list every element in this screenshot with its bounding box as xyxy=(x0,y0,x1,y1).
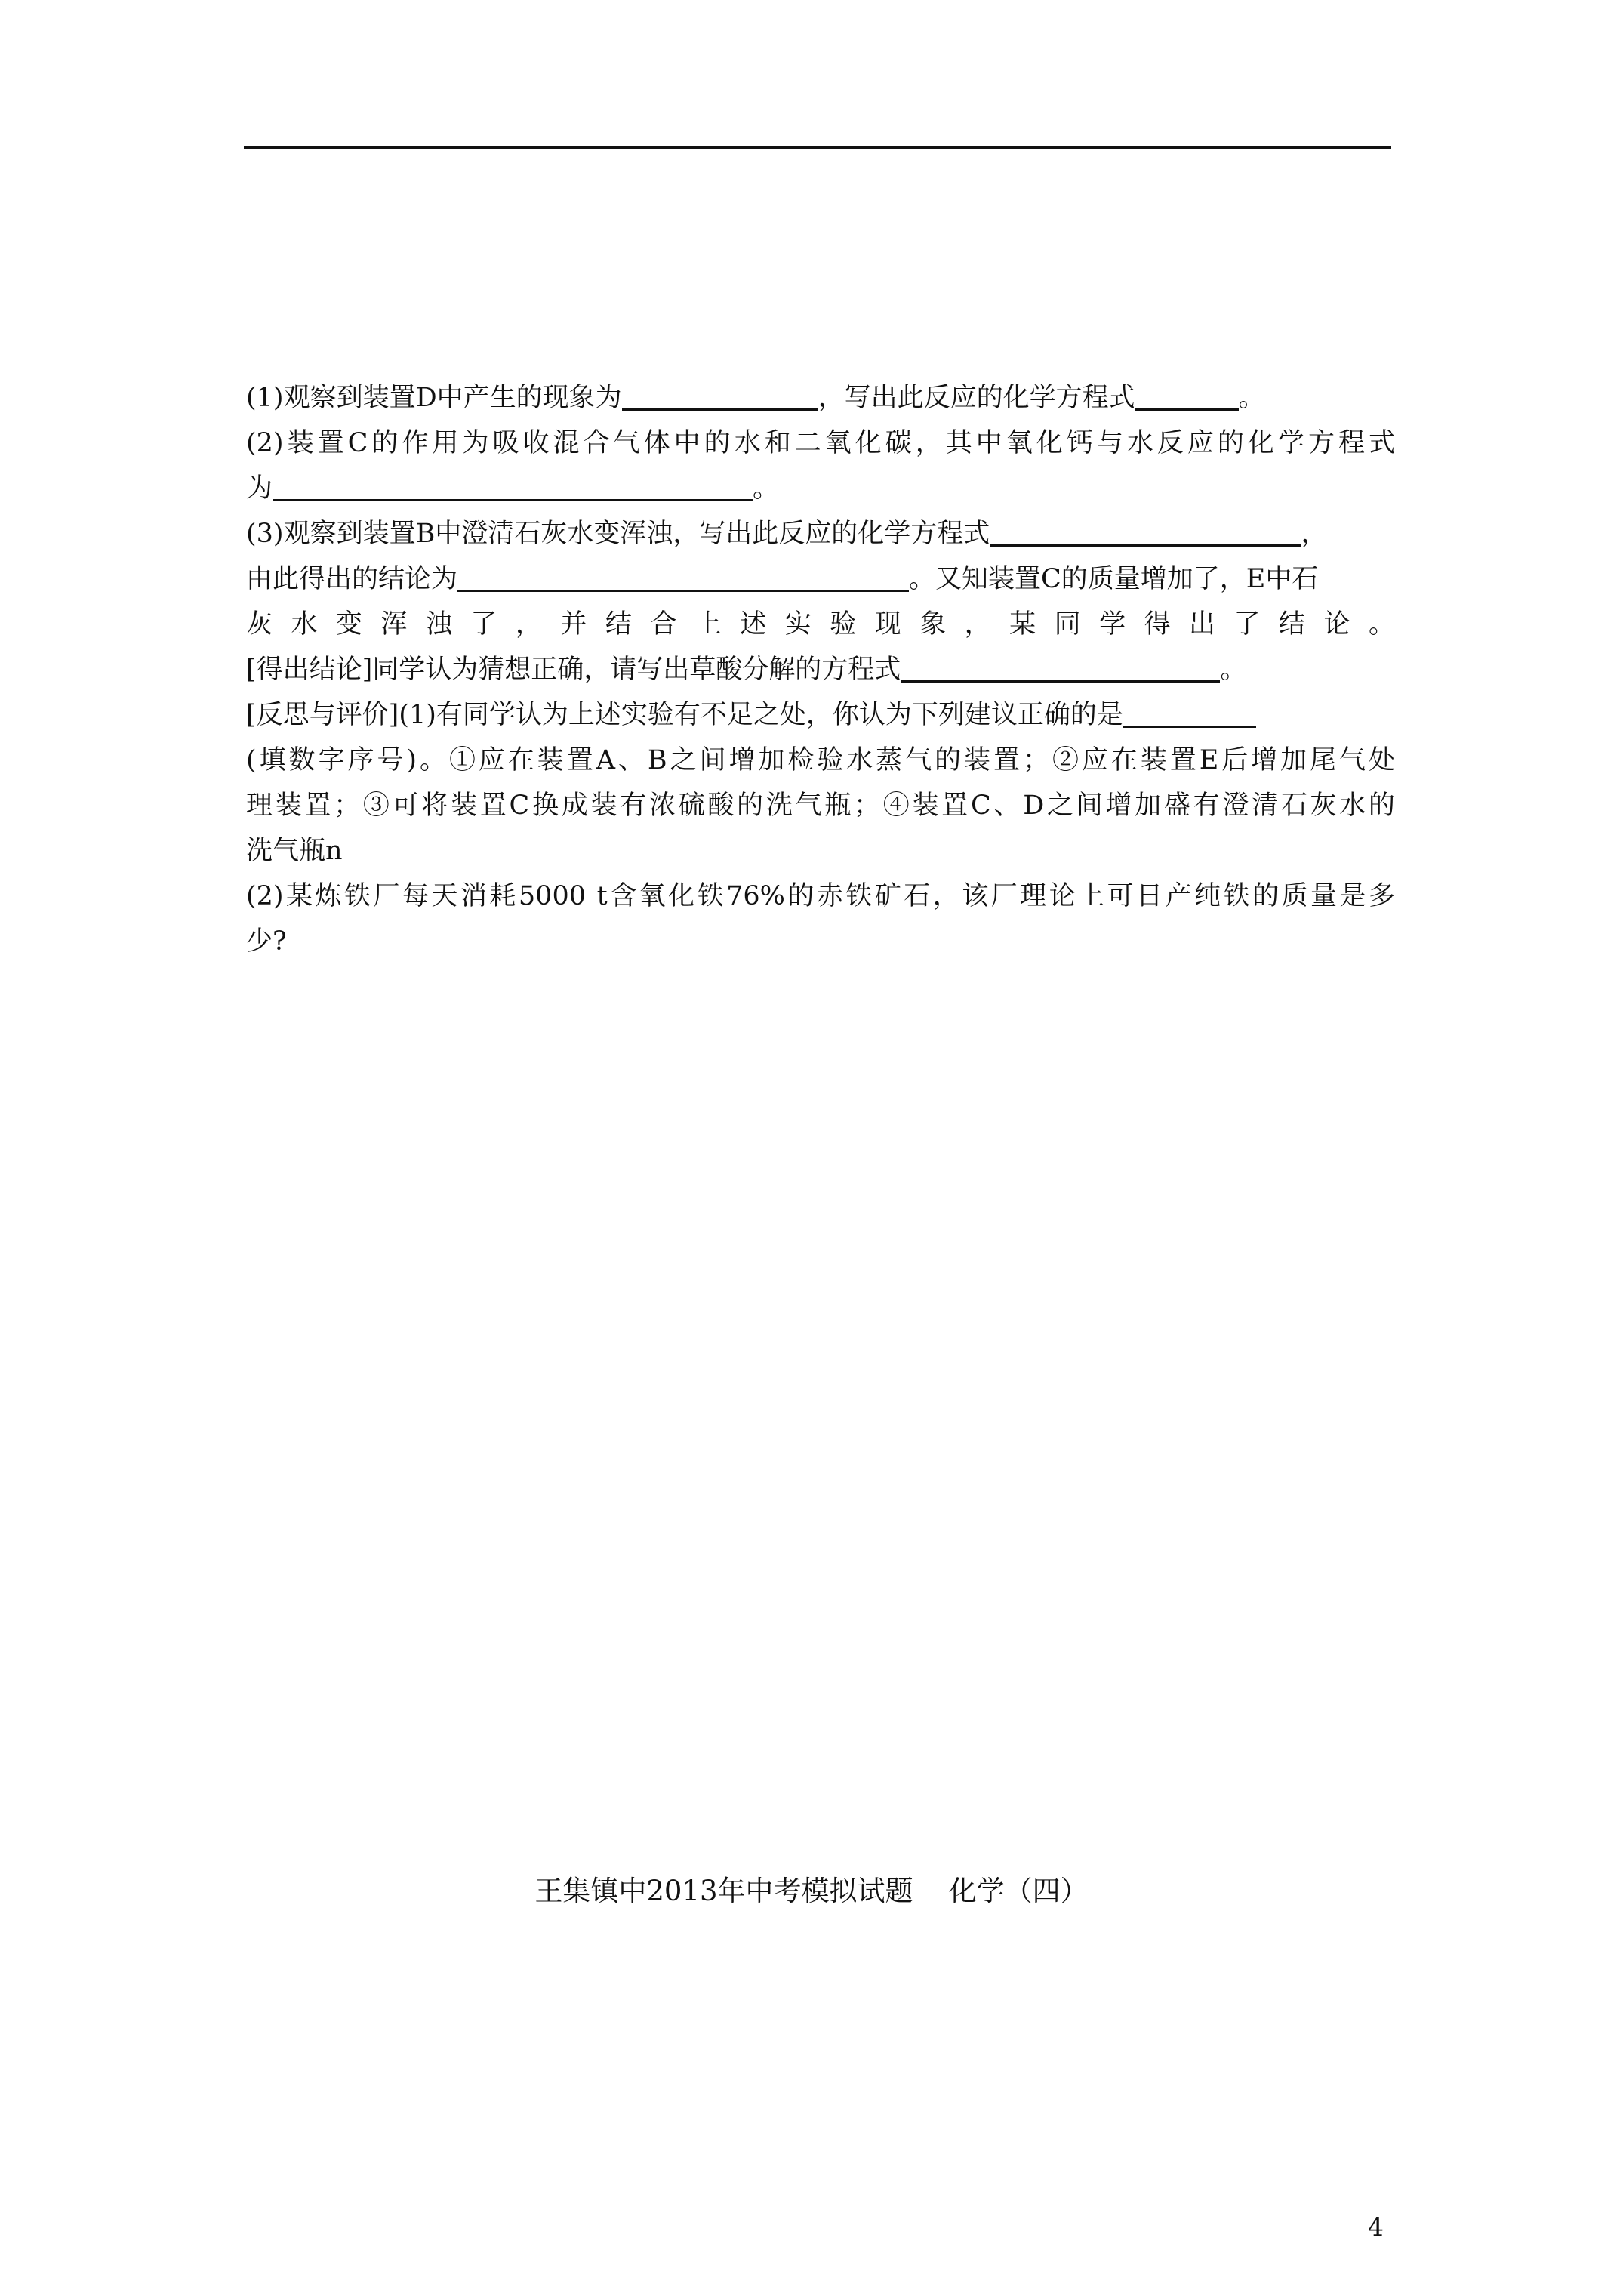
answer-blank[interactable] xyxy=(990,519,1301,547)
answer-blank[interactable] xyxy=(1123,700,1256,728)
question-3-text-d: 。又知装置C的质量增加了，E中石 xyxy=(909,564,1319,594)
reflection-text-d: 洗气瓶n xyxy=(246,836,343,866)
question-2-text-c: 。 xyxy=(753,473,780,504)
question-1-text-c: 。 xyxy=(1238,383,1265,413)
question-2-line-2 xyxy=(246,466,1395,511)
answer-blank[interactable] xyxy=(901,655,1220,683)
question-content xyxy=(246,375,1395,964)
question-3-line-1 xyxy=(246,511,1395,556)
reflection-text-b: (填数字序号)。①应在装置A、B之间增加检验水蒸气的装置；②应在装置E后增加尾气处 xyxy=(246,745,1395,775)
question-1-text-b: ，写出此反应的化学方程式 xyxy=(818,383,1135,413)
header-rule xyxy=(244,146,1391,149)
reflection-line-3 xyxy=(246,783,1395,828)
reflection-line-1 xyxy=(246,692,1395,738)
answer-blank[interactable] xyxy=(273,473,753,501)
page-number: 4 xyxy=(1368,2212,1384,2242)
reflection-line-4 xyxy=(246,828,1395,874)
question-3-text-c: 由此得出的结论为 xyxy=(246,564,458,594)
conclusion-text-b: 。 xyxy=(1220,655,1247,685)
answer-blank[interactable] xyxy=(622,383,818,411)
question-1-line xyxy=(246,375,1395,421)
answer-blank[interactable] xyxy=(457,564,909,592)
conclusion-line xyxy=(246,647,1395,692)
question-3-text-b: ， xyxy=(1301,519,1328,549)
question-2-text-b: 为 xyxy=(246,473,273,504)
question-3-text-e: 灰水变浑浊了，并结合上述实验现象，某同学得出了结论。 xyxy=(246,609,1395,639)
answer-blank[interactable] xyxy=(1135,383,1239,411)
calculation-line-1 xyxy=(246,874,1395,919)
reflection-text-c: 理装置；③可将装置C换成装有浓硫酸的洗气瓶；④装置C、D之间增加盛有澄清石灰水的 xyxy=(246,791,1395,821)
question-2-text-a: (2)装置C的作用为吸收混合气体中的水和二氧化碳，其中氧化钙与水反应的化学方程式 xyxy=(246,428,1395,458)
reflection-text-a: [反思与评价](1)有同学认为上述实验有不足之处，你认为下列建议正确的是 xyxy=(246,700,1123,730)
calculation-text-b: 少? xyxy=(246,926,287,957)
calculation-text-a: (2)某炼铁厂每天消耗5000 t含氧化铁76%的赤铁矿石，该厂理论上可日产纯铁的质量是多 xyxy=(246,881,1395,911)
question-3-line-2 xyxy=(246,556,1395,602)
question-2-line-1 xyxy=(246,421,1395,466)
question-3-text-a: (3)观察到装置B中澄清石灰水变浑浊，写出此反应的化学方程式 xyxy=(246,519,990,549)
calculation-line-2 xyxy=(246,919,1395,964)
reflection-line-2 xyxy=(246,738,1395,783)
question-1-text-a: (1)观察到装置D中产生的现象为 xyxy=(246,383,622,413)
question-3-line-3 xyxy=(246,602,1395,647)
conclusion-text-a: [得出结论]同学认为猜想正确，请写出草酸分解的方程式 xyxy=(246,655,901,685)
page-footer: 王集镇中2013年中考模拟试题 化学（四） xyxy=(534,1875,1089,1907)
